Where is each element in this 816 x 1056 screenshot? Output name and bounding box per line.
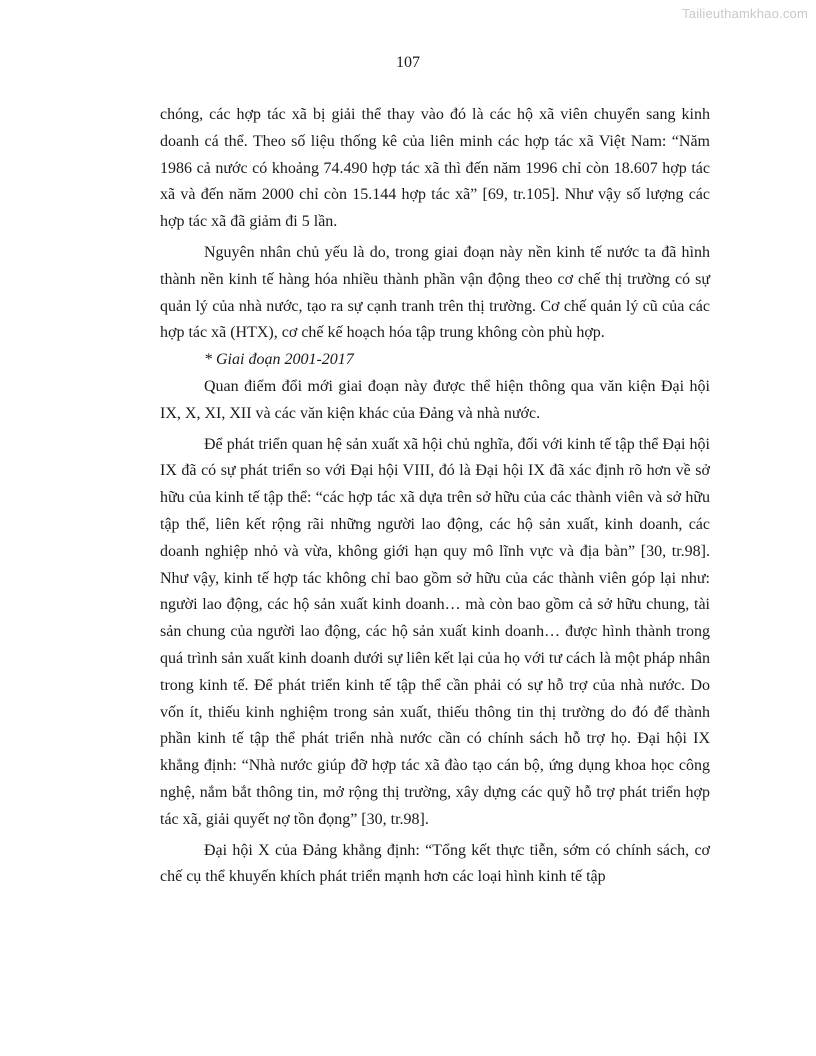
paragraph-4: Để phát triển quan hệ sản xuất xã hội chủ nghĩa, đối với kinh tế tập thể Đại hội IX đã có sự phát triển so với Đại hội VIII, đó là Đại hội IX đã xác định rõ hơn về sở hữu của kinh tế tập thể: “các hợp tác xã dựa trên sở hữu của các thành viên và sở hữu tập thể, liên kết rộng rãi những người lao động, các hộ sản xuất, kinh doanh, các doanh nghiệp nhỏ và vừa, không giới hạn quy mô lĩnh vực và địa bàn” [30, tr.98]. Như vậy, kinh tế hợp tác không chỉ bao gồm sở hữu của các thành viên góp lại như: người lao động, các hộ sản xuất kinh doanh… mà còn bao gồm cả sở hữu chung, tài sản chung của người lao động, các hộ sản xuất kinh doanh… được hình thành trong quá trình sản xuất kinh doanh dưới sự liên kết lại của họ với tư cách là một pháp nhân trong kinh tế. Để phát triển kinh tế tập thể cần phải có sự hỗ trợ của nhà nước. Do vốn ít, thiếu kinh nghiệm trong sản xuất, thiếu thông tin thị trường do đó để thành phần kinh tế tập thể phát triển nhà nước cần có chính sách hỗ trợ họ. Đại hội IX khẳng định: “Nhà nước giúp đỡ hợp tác xã đào tạo cán bộ, ứng dụng khoa học công nghệ, nắm bắt thông tin, mở rộng thị trường, xây dựng các quỹ hỗ trợ phát triển hợp tác xã, giải quyết nợ tồn đọng” [30, tr.98]. xyxy=(160,435,710,828)
paragraph-3: Quan điểm đổi mới giai đoạn này được thể hiện thông qua văn kiện Đại hội IX, X, XI, XII và các văn kiện khác của Đảng và nhà nước. xyxy=(160,377,710,422)
watermark: Tailieuthamkhao.com xyxy=(682,6,808,21)
page-number: 107 xyxy=(396,54,420,71)
paragraph-5: Đại hội X của Đảng khẳng định: “Tổng kết thực tiễn, sớm có chính sách, cơ chế cụ thể khuyến khích phát triển mạnh hơn các loại hình kinh tế tập xyxy=(160,841,710,886)
document-body xyxy=(160,102,710,891)
paragraph-2: Nguyên nhân chủ yếu là do, trong giai đoạn này nền kinh tế nước ta đã hình thành nền kinh tế hàng hóa nhiều thành phần vận động theo cơ chế thị trường có sự quản lý của nhà nước, tạo ra sự cạnh tranh trên thị trường. Cơ chế quản lý cũ của các hợp tác xã (HTX), cơ chế kế hoạch hóa tập trung không còn phù hợp. xyxy=(160,243,710,342)
paragraph-1: chóng, các hợp tác xã bị giải thể thay vào đó là các hộ xã viên chuyển sang kinh doanh cá thể. Theo số liệu thống kê của liên minh các hợp tác xã Việt Nam: “Năm 1986 cả nước có khoảng 74.490 hợp tác xã thì đến năm 1996 chỉ còn 18.607 hợp tác xã và đến năm 2000 chỉ còn 15.144 hợp tác xã” [69, tr.105]. Như vậy số lượng các hợp tác xã đã giảm đi 5 lần. xyxy=(160,106,710,231)
section-heading: * Giai đoạn 2001-2017 xyxy=(204,351,354,369)
